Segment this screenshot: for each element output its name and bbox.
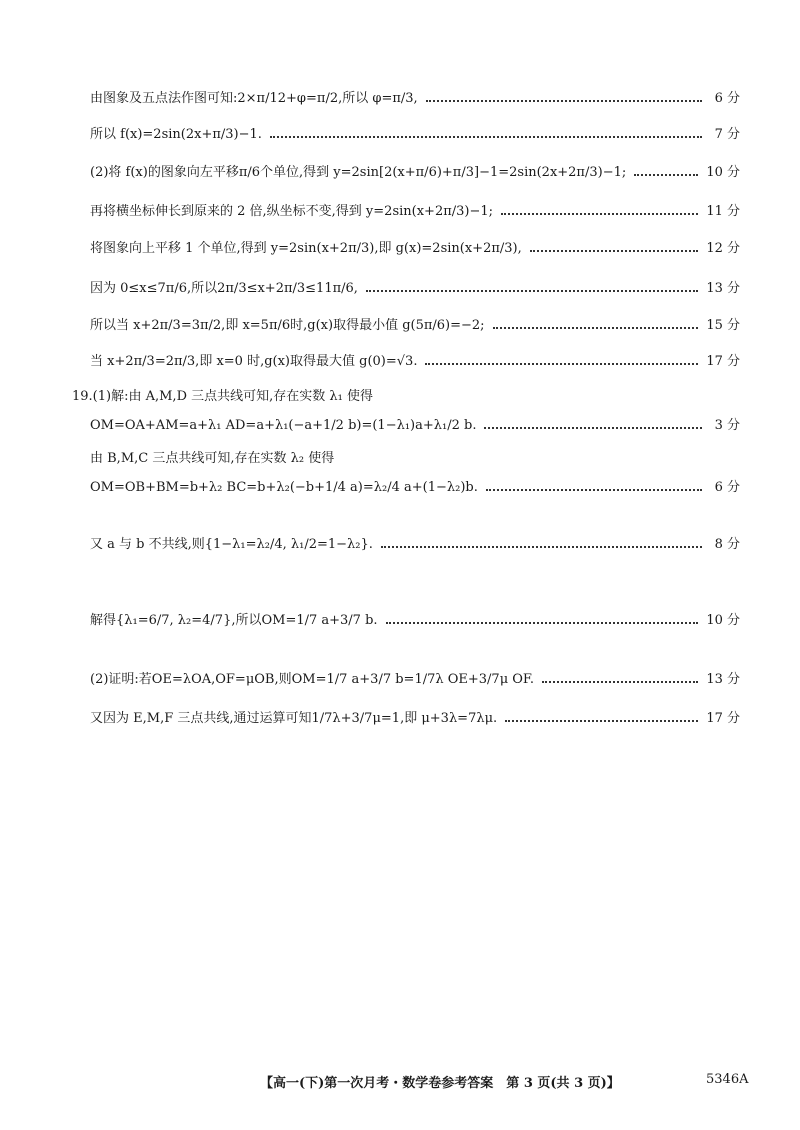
answer-line-5 xyxy=(90,240,740,258)
score-label: 17 分 xyxy=(706,711,740,726)
score-label: 10 分 xyxy=(706,165,740,180)
leader-dots xyxy=(484,427,702,429)
answer-line-7 xyxy=(90,317,740,335)
answer-line-11 xyxy=(90,450,740,468)
score-label: 11 分 xyxy=(706,204,740,219)
line-text: 又因为 E,M,F 三点共线,通过运算可知1/7λ+3/7μ=1,即 μ+3λ=7λμ. xyxy=(90,711,498,726)
leader-dots xyxy=(386,622,699,624)
footer-code: 5346A xyxy=(706,1072,749,1087)
leader-dots xyxy=(270,136,702,138)
score-label: 15 分 xyxy=(706,318,740,333)
line-text: 又 a 与 b 不共线,则{1−λ₁=λ₂/4, λ₁/2=1−λ₂}. xyxy=(90,537,373,552)
line-text: (2)将 f(x)的图象向左平移π/6个单位,得到 y=2sin[2(x+π/6)+π/3]−1=2sin(2x+2π/3)−1; xyxy=(90,165,627,180)
leader-dots xyxy=(366,290,698,292)
leader-dots xyxy=(425,363,698,365)
leader-dots xyxy=(381,546,702,548)
score-label: 12 分 xyxy=(706,241,740,256)
answer-line-1 xyxy=(90,90,740,108)
answer-line-13 xyxy=(90,536,740,554)
leader-dots xyxy=(634,174,698,176)
question-19-heading xyxy=(72,388,740,406)
line-text: 所以当 x+2π/3=3π/2,即 x=5π/6时,g(x)取得最小值 g(5π/6)=−2; xyxy=(90,318,485,333)
line-text: (2)证明:若OE=λOA,OF=μOB,则OM=1/7 a+3/7 b=1/7λ OE+3/7μ OF. xyxy=(90,672,535,687)
leader-dots xyxy=(542,681,698,683)
score-label: 6 分 xyxy=(714,480,740,495)
score-label: 13 分 xyxy=(706,672,740,687)
leader-dots xyxy=(505,720,698,722)
score-label: 3 分 xyxy=(714,418,740,433)
score-label: 10 分 xyxy=(706,613,740,628)
line-text: OM=OA+AM=a+λ₁ AD=a+λ₁(−a+1/2 b)=(1−λ₁)a+λ₁/2 b. xyxy=(90,418,477,433)
score-label: 7 分 xyxy=(714,127,740,142)
line-text: 将图象向上平移 1 个单位,得到 y=2sin(x+2π/3),即 g(x)=2sin(x+2π/3), xyxy=(90,241,522,256)
answer-line-16 xyxy=(90,710,740,728)
answer-line-12 xyxy=(90,479,740,497)
answer-line-14 xyxy=(90,612,740,630)
leader-dots xyxy=(501,213,698,215)
leader-dots xyxy=(530,250,699,252)
score-label: 13 分 xyxy=(706,281,740,296)
leader-dots xyxy=(486,489,702,491)
answer-line-15 xyxy=(90,671,740,689)
answer-line-8 xyxy=(90,353,740,371)
line-text: 解得{λ₁=6/7, λ₂=4/7},所以OM=1/7 a+3/7 b. xyxy=(90,613,378,628)
answer-line-6 xyxy=(90,280,740,298)
line-text: 当 x+2π/3=2π/3,即 x=0 时,g(x)取得最大值 g(0)=√3. xyxy=(90,354,418,369)
line-text: 所以 f(x)=2sin(2x+π/3)−1. xyxy=(90,127,262,142)
line-text: 再将横坐标伸长到原来的 2 倍,纵坐标不变,得到 y=2sin(x+2π/3)−1; xyxy=(90,204,494,219)
leader-dots xyxy=(493,327,699,329)
line-text: 19.(1)解:由 A,M,D 三点共线可知,存在实数 λ₁ 使得 xyxy=(72,389,373,404)
answer-line-2 xyxy=(90,126,740,144)
leader-dots xyxy=(426,100,702,102)
line-text: 由 B,M,C 三点共线可知,存在实数 λ₂ 使得 xyxy=(90,451,335,466)
line-text: OM=OB+BM=b+λ₂ BC=b+λ₂(−b+1/4 a)=λ₂/4 a+(1−λ₂)b. xyxy=(90,480,478,495)
score-label: 6 分 xyxy=(714,91,740,106)
line-text: 因为 0≤x≤7π/6,所以2π/3≤x+2π/3≤11π/6, xyxy=(90,281,358,296)
score-label: 8 分 xyxy=(714,537,740,552)
line-text: 由图象及五点法作图可知:2×π/12+φ=π/2,所以 φ=π/3, xyxy=(90,91,418,106)
answer-line-3 xyxy=(90,164,740,182)
score-label: 17 分 xyxy=(706,354,740,369)
answer-line-4 xyxy=(90,203,740,221)
answer-line-10 xyxy=(90,417,740,435)
footer-title: 【高一(下)第一次月考・数学卷参考答案 第 3 页(共 3 页)】 xyxy=(260,1076,620,1091)
